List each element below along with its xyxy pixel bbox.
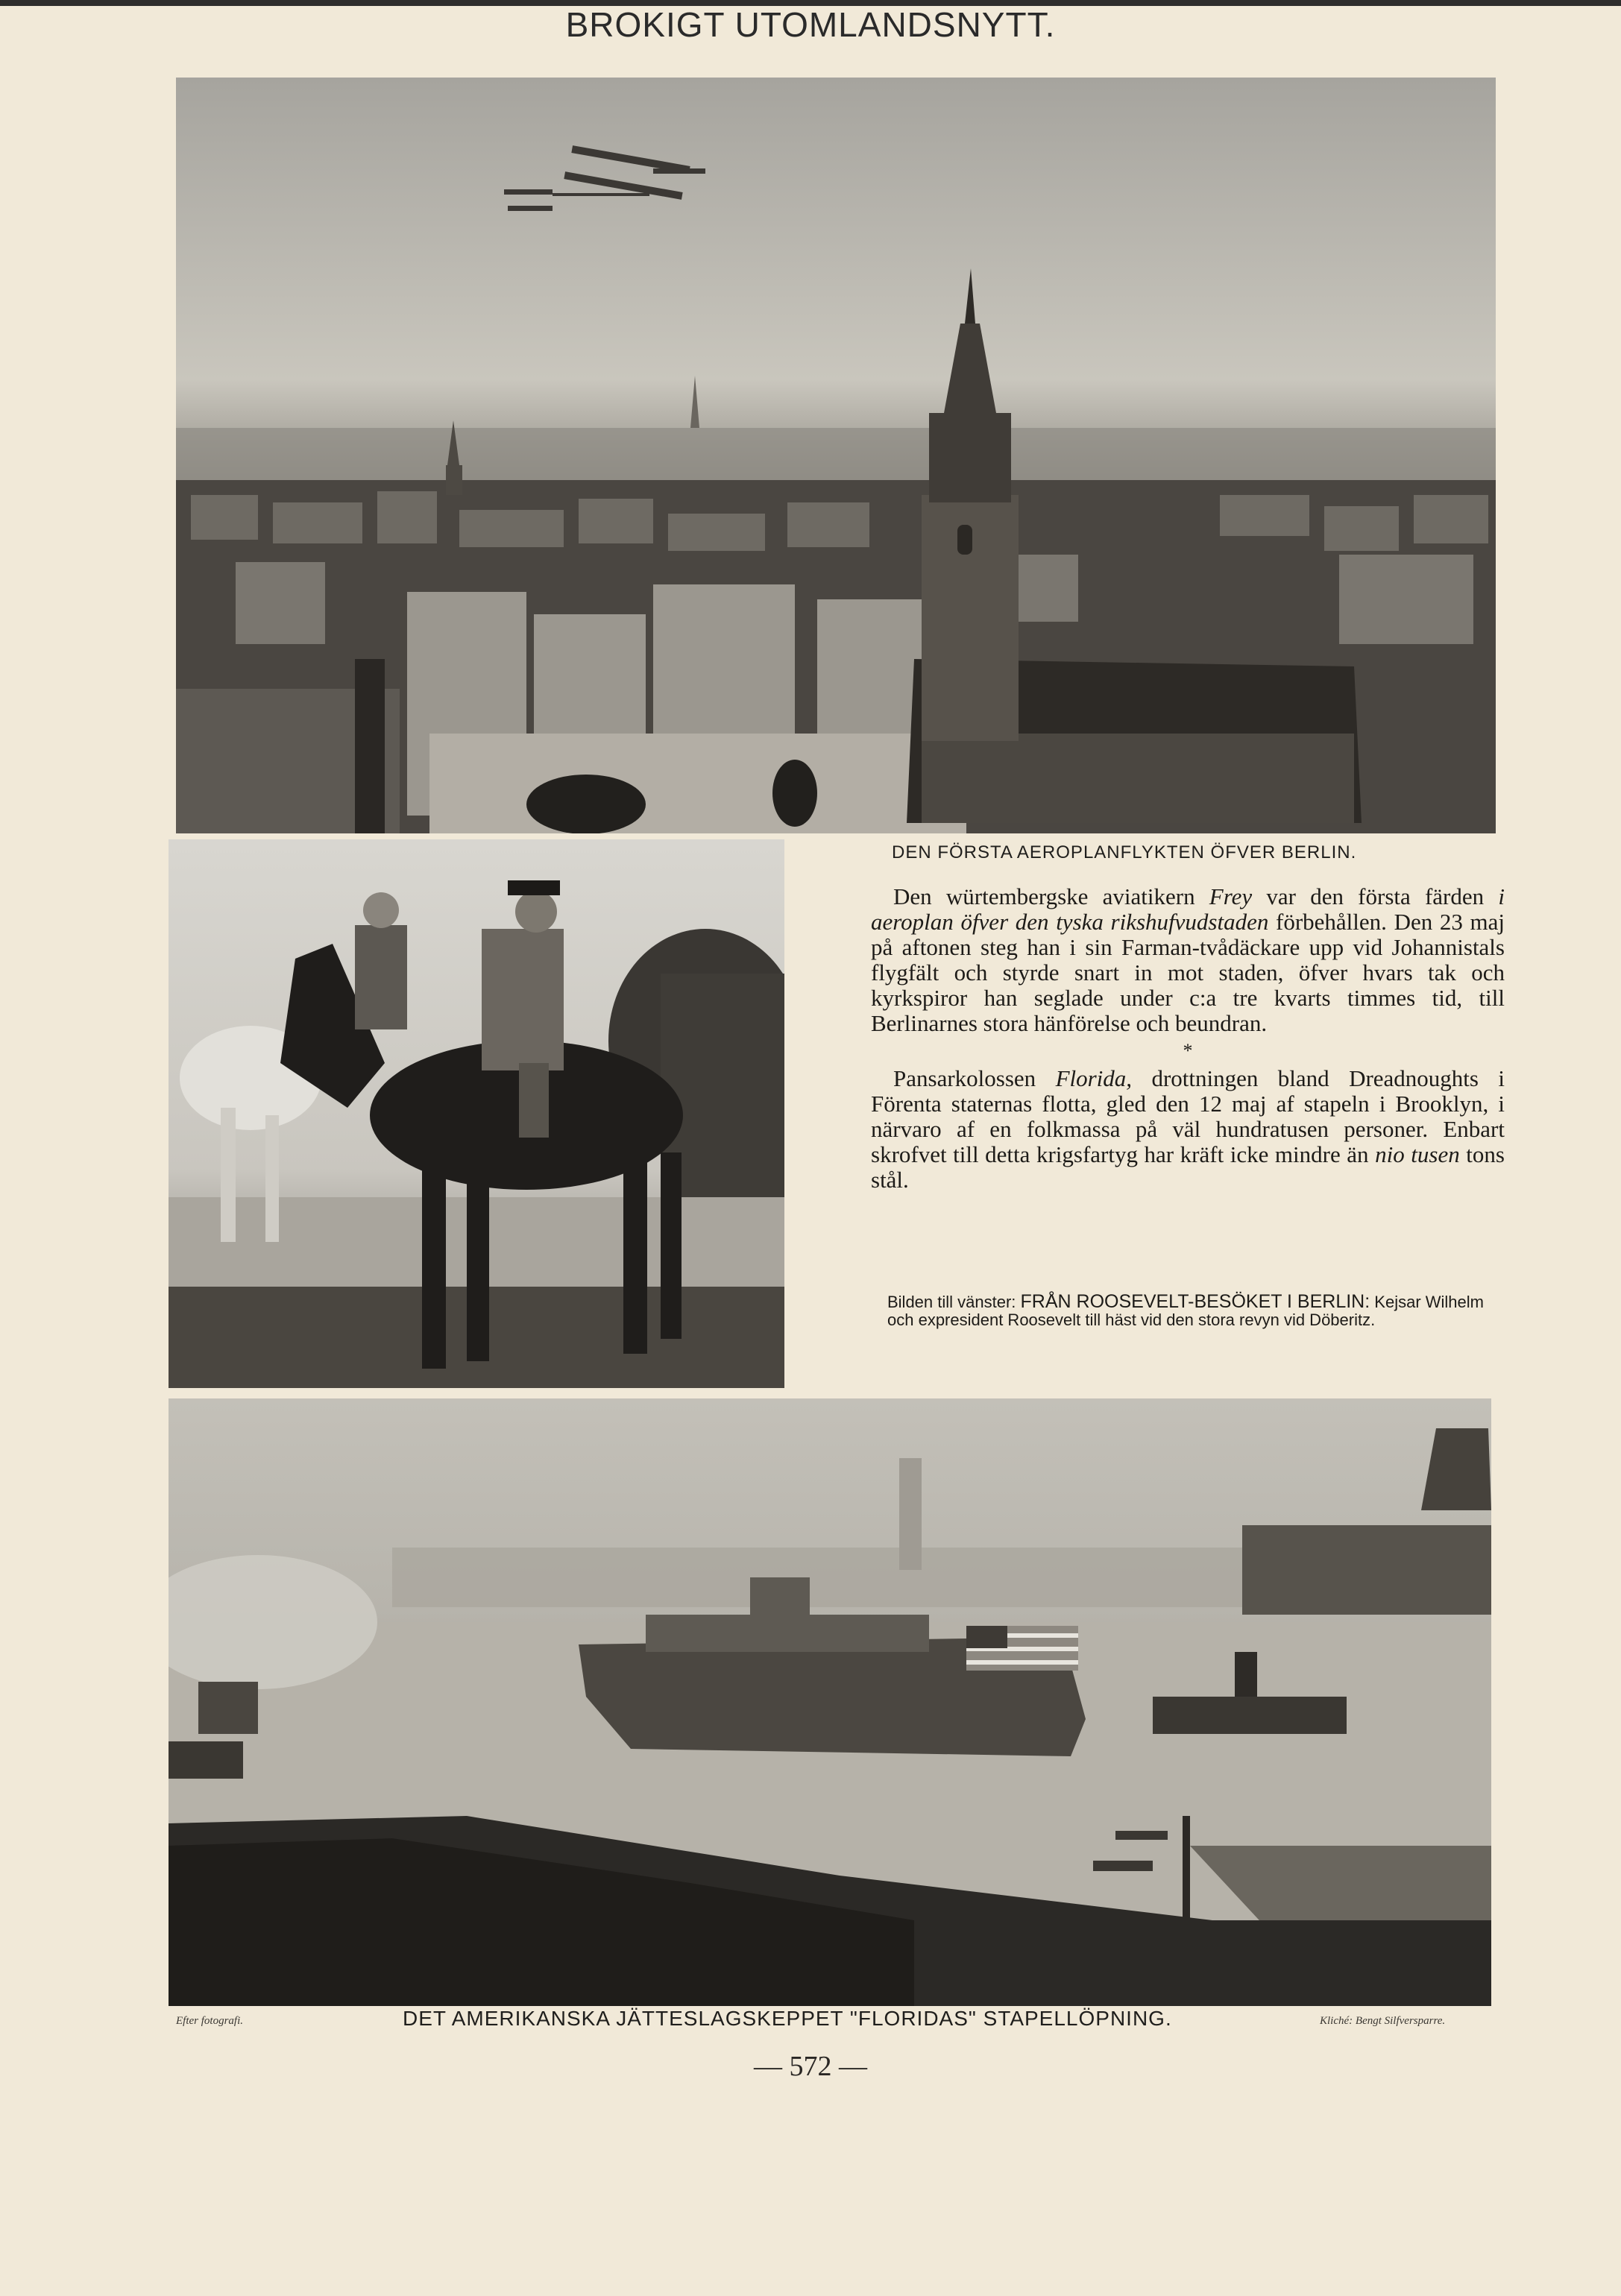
page-number: — 572 —	[754, 2051, 867, 2082]
article-paragraph-florida: Pansarkolossen Florida, drottningen bland Dreadnoughts i Förenta staternas flotta, gled den 12 maj af stapeln i Brooklyn, i närvaro af en folkmassa på väl hundratusen personer. Enbart skrofvet till detta krigsfartyg har kräft icke mindre än nio tusen tons stål.	[871, 1065, 1505, 1193]
photo-credit-right: Kliché: Bengt Silfversparre.	[1320, 2015, 1446, 2027]
roosevelt-photo-caption: Bilden till vänster: FRÅN ROOSEVELT-BESÖKET I BERLIN: Kejsar Wilhelm och expresident Roosevelt till häst vid den stora revyn vid Döberitz.	[887, 1291, 1484, 1329]
running-head: BROKIGT UTOMLANDSNYTT.	[565, 5, 1056, 44]
section-separator: *	[1183, 1040, 1193, 1062]
article-paragraph-aeroplane: Den würtembergske aviatikern Frey var den första färden i aeroplan öfver den tyska rikshufvudstaden förbehållen. Den 23 maj på aftonen steg han i sin Farman-tvådäckare upp vid Johannistals flygfält och styrde snart in mot staden, öfver hvars tak och kyrkspiror han seglade under c:a tre kvarts timmes tid, till Berlinarnes stora hänförelse och beundran.	[871, 883, 1505, 1036]
photo-credit-left: Efter fotografi.	[176, 2015, 243, 2027]
berlin-photo-caption: DEN FÖRSTA AEROPLANFLYKTEN ÖFVER BERLIN.	[892, 842, 1357, 862]
berlin-aeroplane-photo	[176, 78, 1496, 833]
florida-photo-caption: DET AMERIKANSKA JÄTTESLAGSKEPPET "FLORIDAS" STAPELLÖPNING.	[403, 2007, 1172, 2030]
article-text	[871, 884, 1505, 1193]
florida-launch-photo	[169, 1398, 1491, 2006]
roosevelt-horseback-photo	[169, 839, 784, 1388]
